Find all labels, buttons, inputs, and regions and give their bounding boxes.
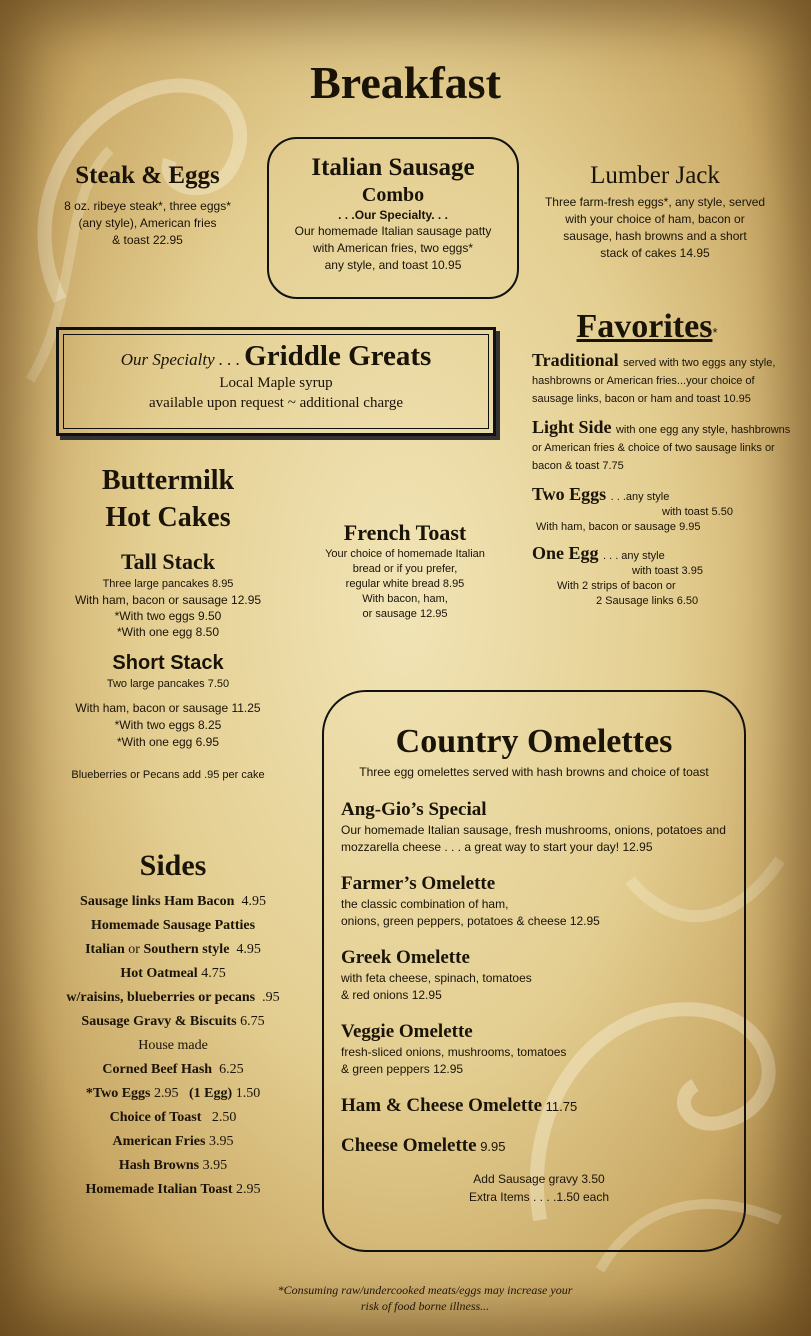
- omelette-item: [341, 872, 744, 930]
- side-item-name: Italian: [85, 942, 125, 957]
- side-item-text: House made: [138, 1038, 208, 1053]
- favorites-item-traditional: [532, 350, 792, 407]
- side-item: [38, 1154, 308, 1178]
- side-item-text: or: [124, 942, 144, 957]
- favorite-text: with toast 3.95: [632, 565, 703, 577]
- side-item: [38, 1178, 308, 1202]
- favorite-text: . . . any style: [602, 550, 665, 562]
- italian-sausage-subtitle: Combo: [361, 184, 425, 206]
- favorite-name: Light Side: [532, 417, 612, 437]
- griddle-greats-box: [56, 327, 496, 436]
- sides-title: Sides: [139, 849, 207, 882]
- favorite-text: with toast 5.50: [662, 506, 733, 518]
- omelette-addon: Add Sausage gravy 3.50: [473, 1172, 605, 1186]
- favorites-item-light-side: [532, 417, 792, 474]
- favorite-text: with one egg any style, hashbrowns or American fries & choice of two sausage links or bacon & toast 7.75: [532, 424, 791, 472]
- favorites-item-two-eggs: [532, 484, 792, 535]
- tall-stack-line: With ham, bacon or sausage 12.95: [74, 593, 262, 607]
- side-item: [38, 914, 308, 938]
- french-toast-section: [305, 519, 505, 622]
- short-stack-line: *With two eggs 8.25: [114, 718, 222, 732]
- side-item: [38, 1106, 308, 1130]
- favorite-name: Two Eggs: [532, 484, 607, 504]
- steak-eggs-line: 8 oz. ribeye steak*, three eggs*: [64, 199, 231, 213]
- side-item-text: 3.95: [199, 1158, 228, 1173]
- griddle-prefix: Our Specialty . . .: [120, 350, 241, 369]
- side-item-name: American Fries: [112, 1134, 206, 1149]
- italian-sausage-line: Our homemade Italian sausage patty: [294, 224, 492, 238]
- favorite-text: 2 Sausage links 6.50: [596, 595, 699, 607]
- favorite-name: Traditional: [532, 350, 619, 370]
- french-toast-line: With bacon, ham,: [362, 593, 448, 605]
- side-item: [38, 1082, 308, 1106]
- hot-cakes-title: Buttermilk: [101, 465, 235, 496]
- side-item-text: 2.95: [150, 1086, 190, 1101]
- tall-stack-line: *With one egg 8.50: [116, 625, 220, 639]
- footer-disclaimer: [200, 1282, 650, 1314]
- side-item-text: .95: [255, 990, 280, 1005]
- french-toast-line: regular white bread 8.95: [345, 578, 465, 590]
- omelette-desc: & red onions 12.95: [341, 988, 442, 1002]
- footer-line: risk of food borne illness...: [360, 1299, 490, 1313]
- omelette-desc: with feta cheese, spinach, tomatoes: [341, 971, 532, 985]
- omelette-item: [341, 1020, 744, 1078]
- side-item-name: Choice of Toast: [109, 1110, 202, 1125]
- steak-eggs-title: Steak & Eggs: [75, 162, 220, 189]
- side-item: [38, 1034, 308, 1058]
- side-item-text: 6.25: [212, 1062, 244, 1077]
- lumber-jack-line: with your choice of ham, bacon or: [565, 212, 745, 226]
- side-item-text: 4.75: [197, 966, 226, 981]
- side-item: [38, 938, 308, 962]
- side-item-name: Hash Browns: [118, 1158, 200, 1173]
- omelette-name: Veggie Omelette: [341, 1021, 473, 1042]
- side-item-name: Corned Beef Hash: [102, 1062, 213, 1077]
- favorite-name: One Egg: [532, 543, 599, 563]
- tall-stack-line: Three large pancakes 8.95: [102, 578, 234, 590]
- hot-cakes-title: Hot Cakes: [105, 502, 231, 533]
- side-item-text: 1.50: [232, 1086, 261, 1101]
- side-item-name: Sausage links Ham Bacon: [80, 894, 235, 909]
- omelette-item-ham-cheese: [341, 1094, 744, 1118]
- french-toast-title: French Toast: [343, 520, 467, 545]
- side-item-name: *Two Eggs: [85, 1086, 151, 1101]
- lumber-jack-line: stack of cakes 14.95: [600, 246, 710, 260]
- side-item-name: Homemade Italian Toast: [85, 1182, 233, 1197]
- omelette-desc: onions, green peppers, potatoes & cheese 12.95: [341, 914, 600, 928]
- favorite-text: . . .any style: [610, 491, 670, 503]
- italian-sausage-specialty: . . .Our Specialty. . .: [338, 208, 448, 222]
- side-item-text: 4.95: [234, 894, 266, 909]
- lumber-jack-line: Three farm-fresh eggs*, any style, served: [544, 195, 766, 209]
- favorite-text: With 2 strips of bacon or: [557, 580, 676, 592]
- side-item-name: Hot Oatmeal: [120, 966, 198, 981]
- omelette-desc: the classic combination of ham,: [341, 897, 509, 911]
- steak-eggs-line: (any style), American fries: [78, 216, 217, 230]
- omelettes-box: [322, 690, 746, 1252]
- steak-eggs-line: & toast 22.95: [112, 233, 183, 247]
- lumber-jack-title: Lumber Jack: [590, 162, 720, 189]
- omelette-name: Greek Omelette: [341, 947, 470, 968]
- omelette-name: Ang-Gio’s Special: [341, 799, 487, 820]
- french-toast-line: or sausage 12.95: [362, 608, 448, 620]
- omelette-item: [341, 798, 744, 856]
- omelette-name: Cheese Omelette: [341, 1135, 477, 1156]
- short-stack-title: Short Stack: [112, 652, 224, 674]
- omelette-price: 9.95: [476, 1139, 506, 1154]
- steak-eggs-section: [40, 160, 255, 249]
- favorite-text: With ham, bacon or sausage 9.95: [536, 521, 701, 533]
- short-stack-line: Two large pancakes 7.50: [106, 678, 230, 690]
- lumber-jack-line: sausage, hash browns and a short: [563, 229, 747, 243]
- side-item: [38, 890, 308, 914]
- side-item: [38, 1058, 308, 1082]
- side-item-name: Southern style: [143, 942, 230, 957]
- omelette-name: Farmer’s Omelette: [341, 873, 496, 894]
- favorites-star: *: [712, 325, 718, 340]
- griddle-title: Griddle Greats: [244, 340, 432, 372]
- favorite-text: served with two eggs any style, hashbrowns or American fries...your choice of sausage links, bacon or ham and toast 10.95: [532, 357, 776, 405]
- omelette-desc: Our homemade Italian sausage, fresh mushrooms, onions, potatoes and: [341, 823, 726, 837]
- omelette-desc: fresh-sliced onions, mushrooms, tomatoes: [341, 1045, 567, 1059]
- italian-sausage-box: [267, 137, 519, 299]
- omelette-item: [341, 946, 744, 1004]
- side-item-name: Homemade Sausage Patties: [90, 918, 256, 933]
- hot-cakes-addon: Blueberries or Pecans add .95 per cake: [71, 769, 265, 781]
- omelette-price: 11.75: [542, 1099, 578, 1114]
- griddle-line2: available upon request ~ additional charge: [149, 395, 403, 411]
- side-item-name: Sausage Gravy & Biscuits: [81, 1014, 237, 1029]
- side-item-text: 2.95: [232, 1182, 261, 1197]
- italian-sausage-title: Italian Sausage: [311, 154, 475, 181]
- page-title: Breakfast: [310, 57, 501, 108]
- italian-sausage-line: any style, and toast 10.95: [324, 258, 462, 272]
- side-item-text: 6.75: [236, 1014, 265, 1029]
- side-item-text: 2.50: [201, 1110, 237, 1125]
- favorites-section: [532, 308, 792, 609]
- omelette-desc: mozzarella cheese . . . a great way to start your day! 12.95: [341, 840, 653, 854]
- favorites-item-one-egg: [532, 543, 792, 609]
- tall-stack-title: Tall Stack: [121, 549, 215, 574]
- omelette-item-cheese: [341, 1134, 744, 1158]
- sides-section: [38, 848, 308, 1202]
- french-toast-line: bread or if you prefer,: [352, 563, 458, 575]
- side-item-text: 3.95: [205, 1134, 234, 1149]
- short-stack-line: With ham, bacon or sausage 11.25: [75, 701, 261, 715]
- omelette-desc: & green peppers 12.95: [341, 1062, 464, 1076]
- omelette-name: Ham & Cheese Omelette: [341, 1095, 543, 1116]
- side-item: [38, 1010, 308, 1034]
- tall-stack-line: *With two eggs 9.50: [114, 609, 222, 623]
- french-toast-line: Your choice of homemade Italian: [325, 548, 485, 560]
- side-item-text: 4.95: [229, 942, 261, 957]
- footer-line: *Consuming raw/undercooked meats/eggs may increase your: [277, 1283, 573, 1297]
- short-stack-line: *With one egg 6.95: [116, 735, 220, 749]
- side-item: [38, 962, 308, 986]
- italian-sausage-line: with American fries, two eggs*: [312, 241, 474, 255]
- side-item-name: w/raisins, blueberries or pecans: [66, 990, 256, 1005]
- omelettes-title: Country Omelettes: [395, 723, 673, 760]
- favorites-title: Favorites: [576, 308, 713, 345]
- griddle-line1: Local Maple syrup: [219, 375, 333, 391]
- side-item-name: (1 Egg): [189, 1086, 233, 1101]
- side-item: [38, 986, 308, 1010]
- sides-list: [38, 890, 308, 1202]
- omelette-addon: Extra Items . . . .1.50 each: [468, 1190, 610, 1204]
- side-item: [38, 1130, 308, 1154]
- omelettes-subtitle: Three egg omelettes served with hash browns and choice of toast: [359, 765, 709, 779]
- lumber-jack-section: [530, 160, 780, 262]
- hot-cakes-section: [48, 462, 288, 783]
